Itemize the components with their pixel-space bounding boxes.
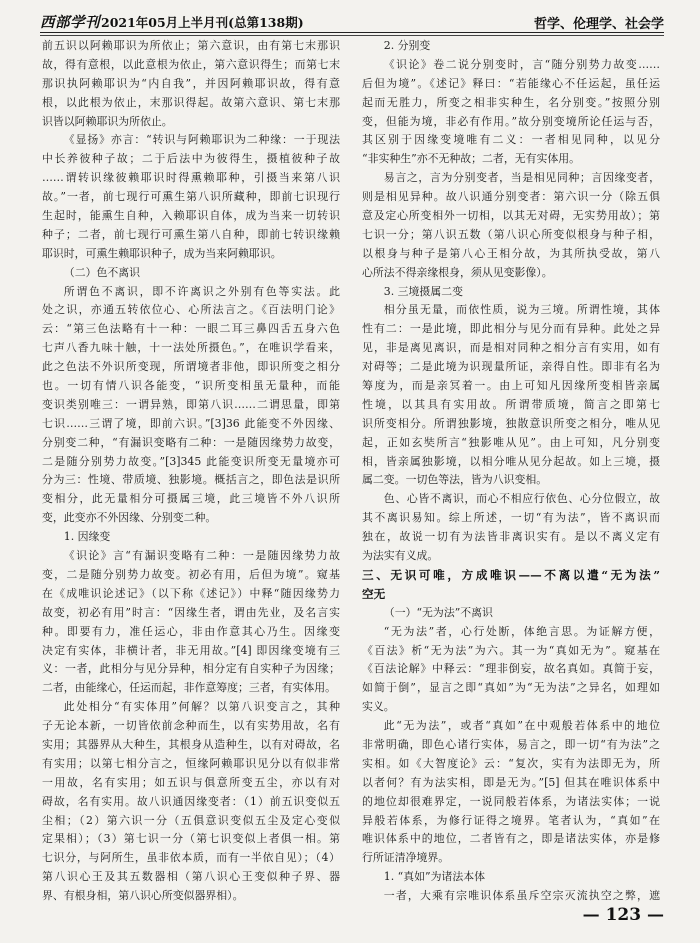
- paragraph: [362, 623, 660, 717]
- text-line: 筹度为，而是亲冥着一。由上可知凡因缘所变相皆亲属: [362, 379, 660, 393]
- text-line: 一者，大乘有宗唯识体系虽斥空宗灭流执空之弊，遮: [383, 889, 660, 903]
- running-header-section: 哲学、伦理学、社会学: [533, 17, 664, 32]
- text-line: 决定有实体，非横计者，非无用故。”[4] 即因缘变境有三: [42, 643, 340, 657]
- text-line: 相分虽无量，而依性质，说为三境。所谓性境，其体: [383, 303, 660, 317]
- text-line: 有实用；以第七相分言之，恒缘阿赖耶识见分以有似非常: [42, 756, 340, 770]
- text-line: 以者何？有为法实相，即是无为。”[5] 但其在唯识体系中: [362, 775, 660, 789]
- text-line: 定果相）；（3）第七识一分（第七识变似上者俱一相。第: [42, 832, 340, 846]
- text-line: 《显扬》亦言：“转识与阿赖耶识为二种缘：一于现法: [63, 133, 340, 147]
- text-line: 心所法不得亲缘根身，须从见变影像）。: [362, 265, 553, 279]
- text-line: 《识论》卷二说分别变时，言“随分别势力故变……: [383, 57, 660, 71]
- paragraph: [42, 37, 340, 131]
- section-heading: （一）“无为法”不离识: [383, 605, 493, 619]
- text-line: 变，但能为境，非必有作用。”故分别变境所论任运与否，: [362, 114, 660, 128]
- text-line: 所谓色不离识，即不许离识之外别有色等实法。此: [63, 284, 340, 298]
- text-line: 《百法论解》中释云：“理非倒妄，故名真如。真简于妄，: [362, 662, 660, 676]
- paragraph: [362, 169, 660, 282]
- text-line: 分别变二种，“有漏识变略有二种：一是随因缘势力故变，: [42, 435, 340, 449]
- text-line: 对碍等；二是此境为识现量所证，亲得自性。即非有名为: [362, 360, 660, 374]
- issue-info: 2021年05月上半月刊(总第138期): [101, 15, 304, 30]
- text-line: “非实种生”亦不无种故；二者，无有实体用。: [362, 152, 581, 166]
- text-line: 空无: [362, 586, 386, 601]
- text-line: 变相分，此无量相分可摄属三境，此三境皆不外八识所: [42, 492, 340, 506]
- page-number: — 123 —: [582, 905, 664, 925]
- text-line: 易言之，言为分别变者，当是相见同种；言因缘变者，: [383, 171, 660, 185]
- text-line: 种子；二者，前七现行可熏生第八自种，即前七转识缘赖: [42, 227, 340, 241]
- text-line: 属二变。一切色等法，皆为八识变相。: [362, 473, 548, 487]
- text-line: 中长养彼种子故；二于后法中为彼得生，摄植彼种子故: [42, 152, 340, 166]
- text-line: 行所证清净境界。: [362, 851, 450, 865]
- text-line: 实用；其器界从大种生，其根身从造种生，以有对碍故，名: [42, 737, 340, 751]
- text-line: 七识分，与阿所生，虽非依本质，而有一半依自见）；（4）: [42, 851, 340, 865]
- header-rule: [40, 32, 664, 36]
- text-line: 变，此变亦不外因缘、分别变二种。: [42, 511, 217, 525]
- text-line: 碍故，名有实用。故八识通因缘变者：（1）前五识变似五: [42, 794, 340, 808]
- text-line: 一用故，名有实用；如五识与俱意所变五尘，亦以有对: [42, 775, 340, 789]
- text-line: 《识论》言“有漏识变略有二种：一是随因缘势力故: [63, 549, 340, 563]
- section-heading: 1. 因缘变: [63, 530, 111, 544]
- section-heading: 3. 三境摄属二变: [383, 284, 463, 298]
- text-line: 尘相；（2）第六识一分（五俱意识变似五尘及定心变似: [42, 813, 340, 827]
- text-line: 《百法》析“无为法”为六。其一为“真如无为”。窥基在: [362, 643, 660, 657]
- text-line: 界、有根身相，第八识心所变似器界相）。: [42, 889, 244, 903]
- text-line: 故变，初必有用”时言：“因缘生者，谓由先业，及名言实: [42, 605, 340, 619]
- text-line: 七识……三谓了境，即前六识。”[3]36 此能变不外因缘、: [42, 416, 340, 430]
- paragraph: [362, 56, 660, 169]
- text-line: “无为法”者，心行处断，体绝言思。为证解方便，: [383, 624, 660, 638]
- section-heading: 1. “真如”为诸法本体: [383, 870, 486, 884]
- text-line: 七识一分；第八识五数（第八识心所变似根身与种子相，: [362, 227, 660, 241]
- paragraph: [42, 283, 340, 529]
- text-line: 起，正如玄奘所言“独影唯从见”。由上可知，凡分别变: [362, 435, 660, 449]
- text-line: 在《成唯识论述记》（以下称《述记》）中释“随因缘势力: [42, 586, 340, 600]
- text-line: 变，二是随分别势力故变。初必有用，后但为境”。窥基: [42, 567, 340, 581]
- paragraph: [42, 547, 340, 698]
- text-line: 见，非是离见离识，而是相对同种之相分言有实用，如有: [362, 341, 660, 355]
- text-line: 实义。: [362, 700, 395, 714]
- right-column: [362, 37, 660, 906]
- chapter-title: [362, 566, 660, 604]
- left-column: [42, 37, 340, 906]
- paragraph: [362, 490, 660, 566]
- text-line: 其区别于因缘变境唯有二义：一者相见同种，以见分: [362, 133, 660, 147]
- text-line: 也。一切有情八识各能变，“识所变相虽无量种，而能: [42, 379, 340, 393]
- text-line: 此处相分“有实体用”何解？以第八识变言之，其种: [63, 700, 340, 714]
- text-line: 此之色法不外识所变现，所谓境者非他，即识所变之相分: [42, 360, 340, 374]
- text-line: 义：一者，此相分与见分异种，相分定有自实种子为因缘；: [42, 662, 340, 676]
- text-line: 分为三：性境、带质境、独影境。概括言之，即色法是识所: [42, 473, 340, 487]
- text-line: 性境，以其具有实用故。所谓带质境，简言之即第七: [362, 397, 660, 411]
- text-line: 独在，故说一切有为法皆非离识实有。是以不离义定有: [362, 530, 660, 544]
- text-line: 起而无胜力，所变之相非实种生，名分别变。”按照分别: [362, 95, 660, 109]
- text-line: 二是随分别势力故变。”[3]345 此能变识所变无量境亦可: [42, 454, 340, 468]
- text-line: 七声八香九味十触，十一法处所摄色。”，在唯识学看来，: [42, 341, 340, 355]
- text-line: 如简于倒”，显言之即“真如”为“无为法”之异名，如理如: [362, 681, 660, 695]
- text-line: 非常明确，即色心诸行实体，易言之，即一切“有为法”之: [362, 737, 660, 751]
- text-line: 第八识心王及其五数器相（第八识心王变似种子界、器: [42, 870, 340, 884]
- running-header-journal: [40, 11, 304, 32]
- text-line: 此“无为法”，或者“真如”在中观般若体系中的地位: [383, 719, 660, 733]
- text-line: 子无论本新，一切皆依前念种而生，以有实势用故，名有: [42, 719, 340, 733]
- text-line: 性有二：一是此境，即此相分与见分而有异种。此处之异: [362, 322, 660, 336]
- text-line: 识皆以阿赖耶识为所依止。: [42, 114, 173, 128]
- text-line: 耶识时，可熏生赖耶识种子，成为当来阿赖耶识。: [42, 246, 282, 260]
- paragraph: [362, 887, 660, 906]
- text-line: 种。即要有力，准任运心，非由作意其心乃生。因缘变: [42, 624, 340, 638]
- text-line: 变识类别唯三：一谓异熟，即第八识……二谓思量，即第: [42, 397, 340, 411]
- text-line: 意及定心所变相外一切相，以其无对碍，无实势用故）；第: [362, 209, 660, 223]
- paragraph: [362, 717, 660, 868]
- section-heading: 2. 分别变: [383, 39, 431, 52]
- text-line: 识所变相分。所谓独影境，独散意识所变之相分，唯从见: [362, 416, 660, 430]
- section-heading: （二）色不离识: [63, 265, 141, 279]
- text-line: 以根身与种子是第八心王相分故，为其所执受故，第八: [362, 246, 660, 260]
- text-line: 故。”一者，前七现行可熏生第八识所藏种，即前七识现行: [42, 190, 340, 204]
- text-line: 那识执阿赖耶识为“内自我”，并因阿赖耶识故，得有意: [42, 76, 340, 90]
- text-line: 色、心皆不离识，而心不相应行依色、心分位假立，故: [383, 492, 660, 506]
- text-line: 云：“第三色法略有十一种：一眼二耳三鼻四舌五身六色: [42, 322, 340, 336]
- text-line: 三、无识可唯，方成唯识——不离以遣“无为法”: [362, 567, 660, 582]
- text-line: 为法实有义成。: [362, 549, 439, 563]
- text-line: 处之识，亦通五转依位心、心所法言之。《百法明门论》: [42, 303, 340, 317]
- text-line: 故，得有意根，以此意根为依止，第六意识得生；而第七末: [42, 57, 340, 71]
- text-line: 异般若体系，为修行证得之境界。笔者认为，“真如”在: [362, 813, 660, 827]
- text-line: 前五识以阿赖耶识为所依止；第六意识，由有第七末那识: [42, 39, 340, 52]
- text-line: 实相。如《大智度论》云：“复次，实有为法即无为，所: [362, 756, 660, 770]
- paragraph: [42, 131, 340, 263]
- text-line: 二者，由能缘心，任运而起，非作意筹度；三者，有实体用。: [42, 681, 337, 695]
- text-line: 后但为境”。《述记》释曰：“若能缘心不任运起，虽任运: [362, 76, 660, 90]
- text-line: 的地位却很难界定，一说同般若体系，为诸法实体；一说: [362, 794, 660, 808]
- paragraph: [362, 301, 660, 490]
- text-line: 唯识体系中的地位，二者皆有之，即是诸法实体，亦是修: [362, 832, 660, 846]
- text-line: 则是相见异种。故八识通分别变者：第六识一分（除五俱: [362, 190, 660, 204]
- paragraph: [42, 698, 340, 906]
- text-line: 相，皆亲属独影境，以相分唯从见分起故。如上三境，摄: [362, 454, 660, 468]
- journal-logo: 西部学刊: [40, 14, 100, 31]
- text-line: ……谓转识缘彼赖耶识时得熏赖耶种，引摄当来第八识: [42, 171, 340, 185]
- text-line: 其不离识易知。综上所述，一切“有为法”，皆不离识而: [362, 511, 660, 525]
- text-line: 生起时，能熏生自种，入赖耶识自体，成为当来一切转识: [42, 209, 340, 223]
- text-line: 根，以此根为依止，末那识得起。故第六意识、第七末那: [42, 95, 340, 109]
